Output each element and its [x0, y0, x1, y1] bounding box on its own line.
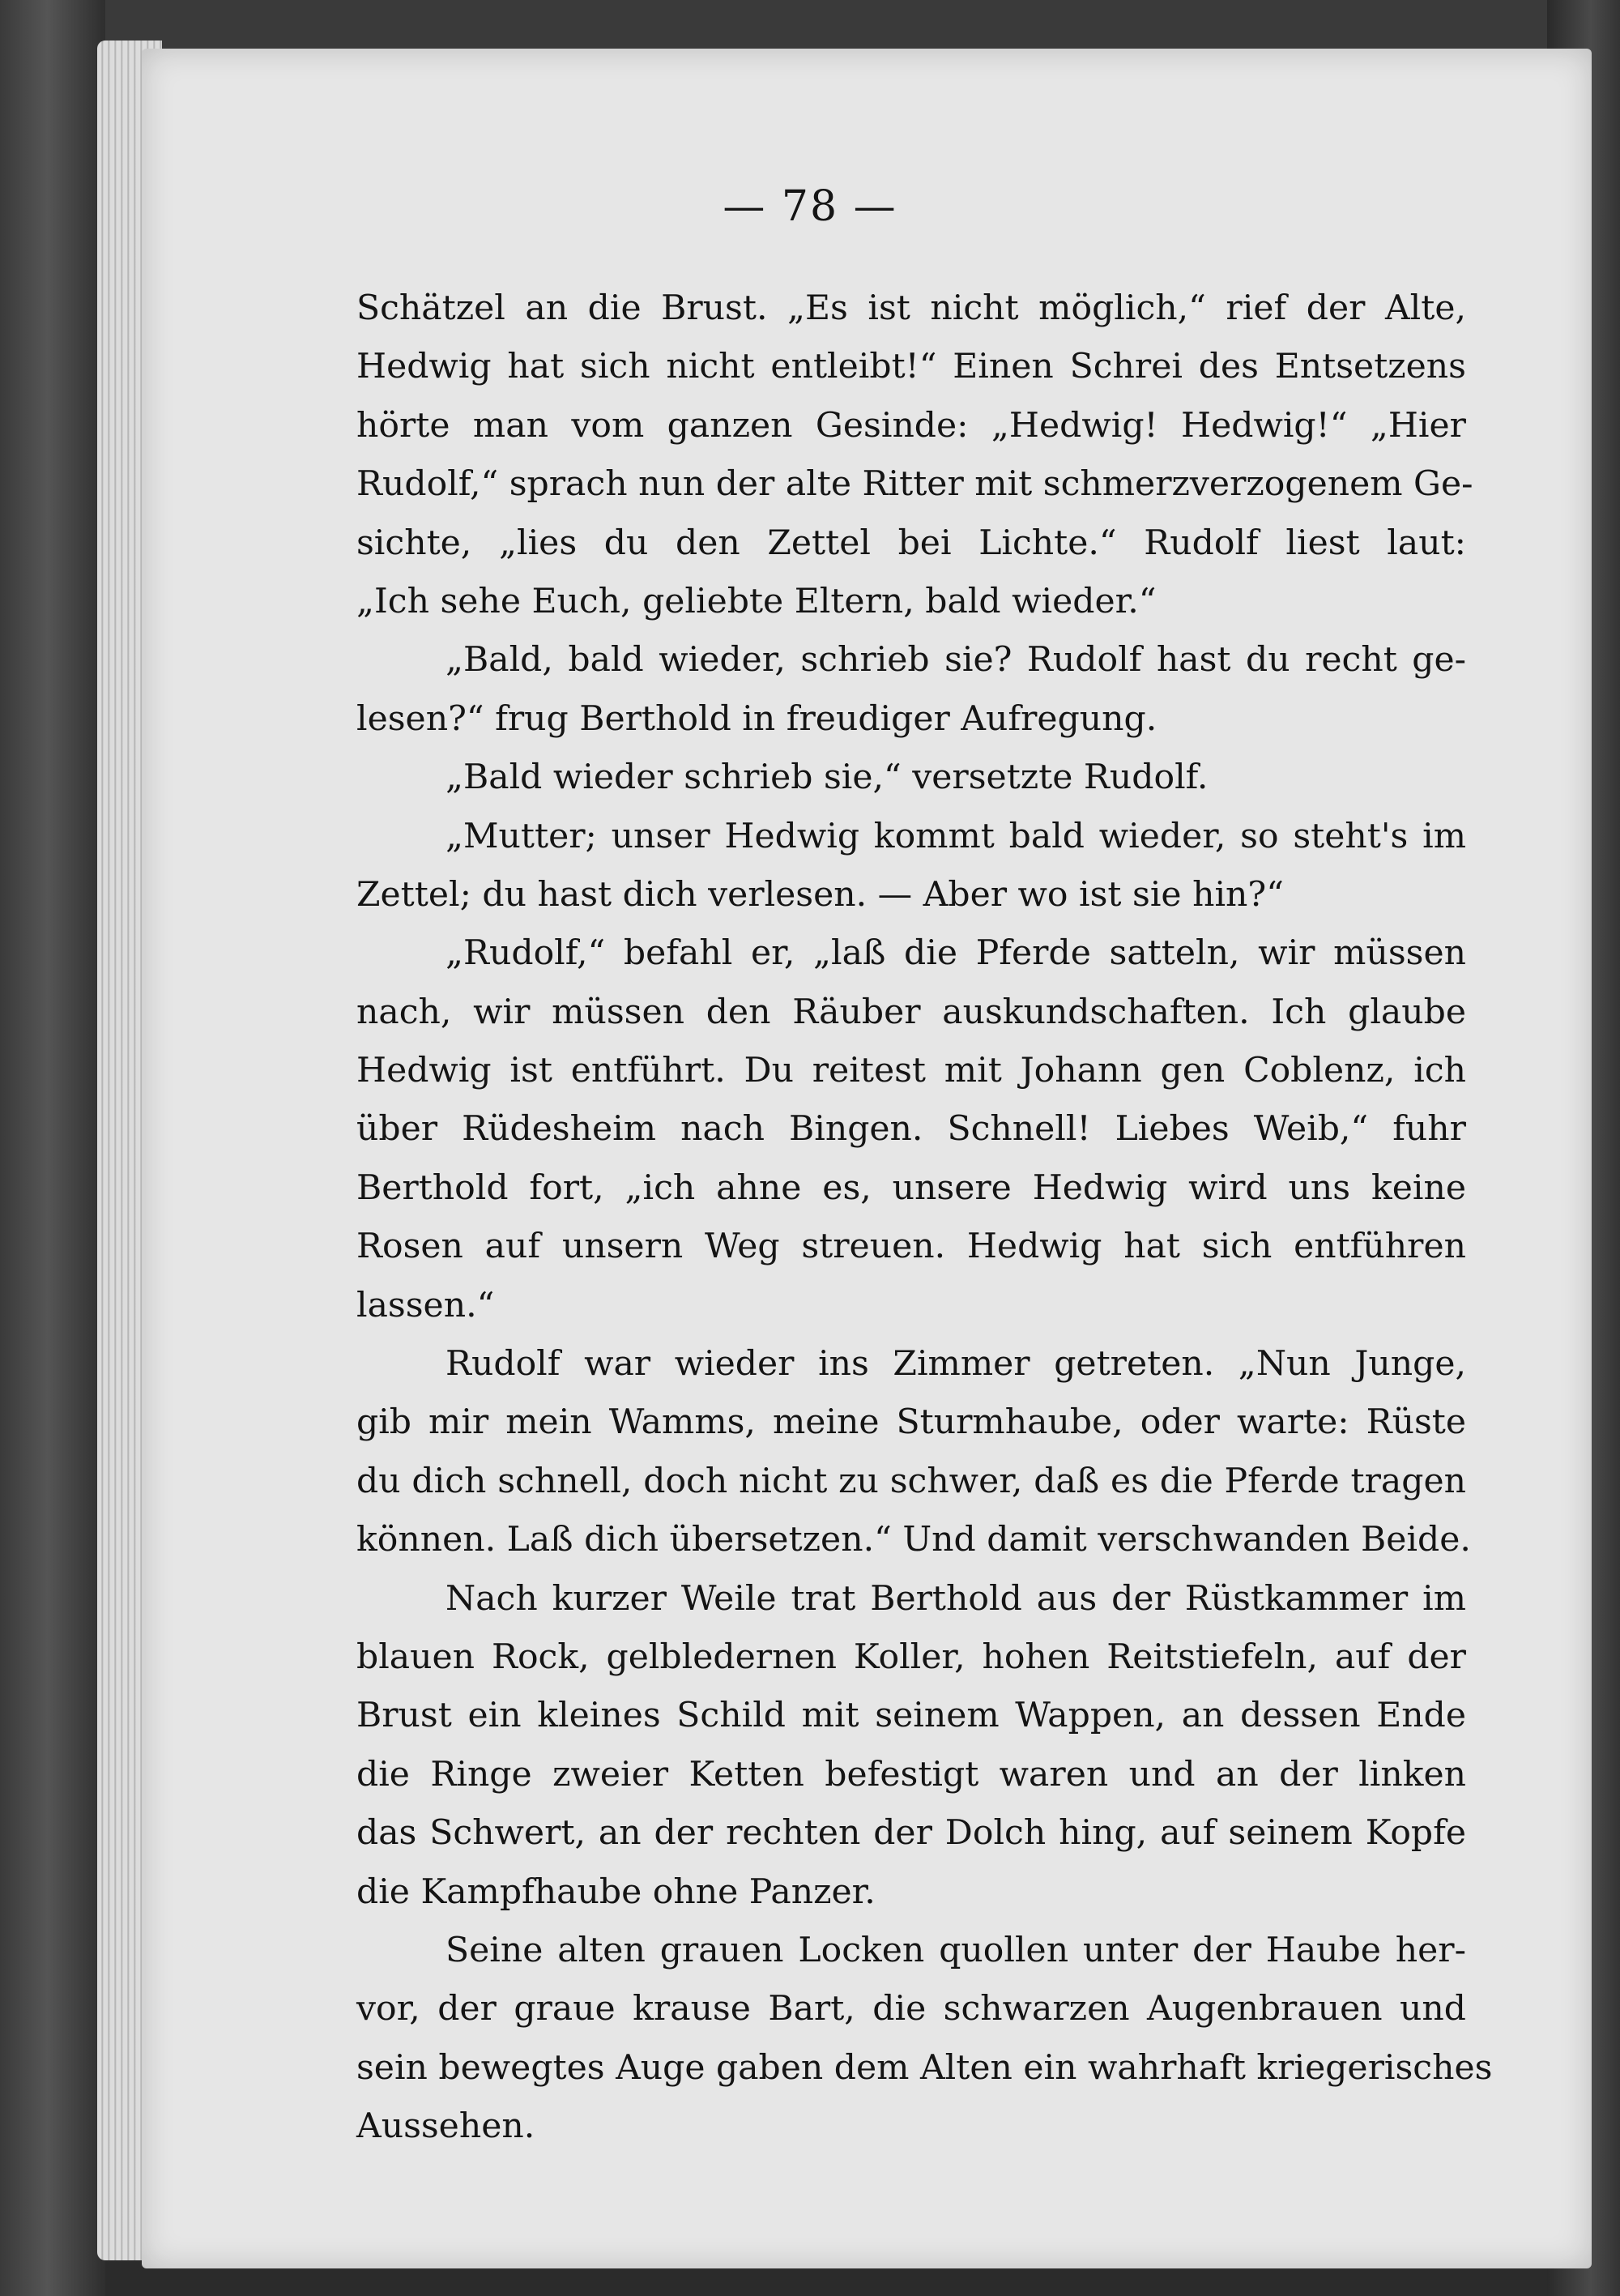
book-cover-left	[0, 0, 105, 2296]
text-line: hörte man vom ganzen Gesinde: „Hedwig! Hedwig!“ „Hier	[356, 405, 1466, 446]
text-line: „Mutter; unser Hedwig kommt bald wieder, so steht's im	[446, 816, 1466, 856]
text-line: „Bald wieder schrieb sie,“ versetzte Rudolf.	[446, 758, 1209, 798]
text-line: Hedwig ist entführt. Du reitest mit Johann gen Coblenz, ich	[356, 1051, 1466, 1091]
text-line: Rudolf,“ sprach nun der alte Ritter mit schmerzverzogenem Ge-	[356, 464, 1473, 505]
text-line: Seine alten grauen Locken quollen unter der Haube her-	[446, 1930, 1466, 1970]
text-line: Nach kurzer Weile trat Berthold aus der Rüstkammer im	[446, 1578, 1466, 1619]
text-line: „Bald, bald wieder, schrieb sie? Rudolf hast du recht ge-	[446, 640, 1466, 681]
text-line: Brust ein kleines Schild mit seinem Wappen, an dessen Ende	[356, 1696, 1466, 1736]
text-line: du dich schnell, doch nicht zu schwer, daß es die Pferde tragen	[356, 1461, 1466, 1501]
text-line: vor, der graue krause Bart, die schwarzen Augenbrauen und	[356, 1989, 1466, 2029]
text-line: Hedwig hat sich nicht entleibt!“ Einen Schrei des Entsetzens	[356, 347, 1466, 387]
text-line: Berthold fort, „ich ahne es, unsere Hedwig wird uns keine	[356, 1167, 1466, 1208]
text-line: über Rüdesheim nach Bingen. Schnell! Liebes Weib,“ fuhr	[356, 1109, 1466, 1150]
book-cover-top	[0, 0, 1620, 49]
text-line: können. Laß dich übersetzen.“ Und damit verschwanden Beide.	[356, 1520, 1471, 1560]
text-line: sein bewegtes Auge gaben dem Alten ein wahrhaft kriegerisches	[356, 2047, 1493, 2088]
text-line: Rosen auf unsern Weg streuen. Hedwig hat sich entführen	[356, 1227, 1466, 1267]
text-line: die Ringe zweier Ketten befestigt waren und an der linken	[356, 1754, 1466, 1795]
body-text	[356, 280, 1493, 2157]
text-line: „Ich sehe Euch, geliebte Eltern, bald wieder.“	[356, 581, 1157, 621]
text-line: gib mir mein Wamms, meine Sturmhaube, oder warte: Rüste	[356, 1402, 1466, 1443]
text-line: das Schwert, an der rechten der Dolch hing, auf seinem Kopfe	[356, 1813, 1466, 1854]
text-line: Aussehen.	[356, 2106, 535, 2147]
text-line: Zettel; du hast dich verlesen. — Aber wo ist sie hin?“	[356, 874, 1284, 915]
text-line: nach, wir müssen den Räuber auskundschaften. Ich glaube	[356, 992, 1466, 1032]
text-line: Schätzel an die Brust. „Es ist nicht möglich,“ rief der Alte,	[356, 288, 1466, 328]
text-line: „Rudolf,“ befahl er, „laß die Pferde satteln, wir müssen	[446, 933, 1466, 974]
text-line: lesen?“ frug Berthold in freudiger Aufregung.	[356, 698, 1157, 739]
text-line: Rudolf war wieder ins Zimmer getreten. „Nun Junge,	[446, 1344, 1466, 1385]
text-line: lassen.“	[356, 1285, 495, 1325]
text-line: blauen Rock, gelbledernen Koller, hohen Reitstiefeln, auf der	[356, 1637, 1466, 1677]
text-line: sichte, „lies du den Zettel bei Lichte.“ Rudolf liest laut:	[356, 523, 1466, 563]
page-number: — 78 —	[723, 182, 897, 231]
text-line: die Kampfhaube ohne Panzer.	[356, 1871, 876, 1912]
